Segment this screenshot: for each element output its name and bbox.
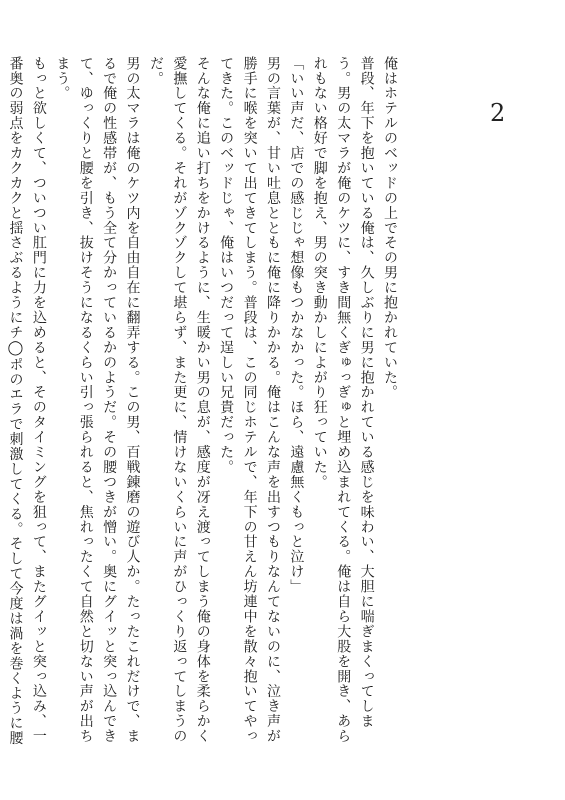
- paragraph: 俺はホテルのベッドの上でその男に抱かれていた。: [382, 56, 398, 400]
- paragraph: 普段、年下を抱いている俺は、久しぶりに男に抱かれている感じを味わい、大胆に喘ぎまくってしまう。男の太マラが俺のケツに、すき間無くぎゅっぎゅと埋め込まれてくる。俺は自ら大股を開き、あられもない格好で脚を抱え、男の突き動かしによがり狂っていた。: [311, 56, 375, 744]
- paragraph: もっと欲しくて、ついつい肛門に力を込めると、そのタイミングを狙って、またグイッと突っ込み、一番奥の弱点をカクカクと揺さぶるようにチ◯ポのエラで刺激してくる。そして今度は渦を巻くように腰: [7, 56, 47, 746]
- dialogue-paragraph: 「いい声だ、店での感じじゃ想像もつかなかった。ほら、遠慮無くもっと泣け」: [288, 56, 305, 595]
- paragraph: 男の太マラは俺のケツ内を自由自在に翻弄する。この男、百戦錬磨の遊び人か。たったこれだけで、まるで俺の性感帯が、もう全て分かっているかのようだ。その腰つきが憎い。奥にグイッと突っ込んできて、ゆっくりと腰を引き、抜けそうになるくらい引っ張られると、焦れったくて自然と切ない声が出ちまう。: [54, 56, 141, 744]
- body-text: [7, 56, 401, 756]
- paragraph: 男の言葉が、甘い吐息とともに俺に降りかかる。俺はこんな声を出すつもりなんてないのに、泣き声が勝手に喉を突いて出てきてしまう。普段は、この同じホテルで、年下の甘えん坊連中を散々抱いてやってきた。このベッドじゃ、俺はいつだって逞しい兄貴だった。: [218, 56, 281, 744]
- paragraph: そんな俺に追い打ちをかけるように、生暖かい男の息が、感度が冴え渡ってしまう俺の身体を柔らかく愛撫してくる。それがゾクゾクして堪らず、また更に、情けないくらいに声がひっくり返ってしまうのだ。: [147, 56, 211, 744]
- page-number: 2: [490, 99, 506, 127]
